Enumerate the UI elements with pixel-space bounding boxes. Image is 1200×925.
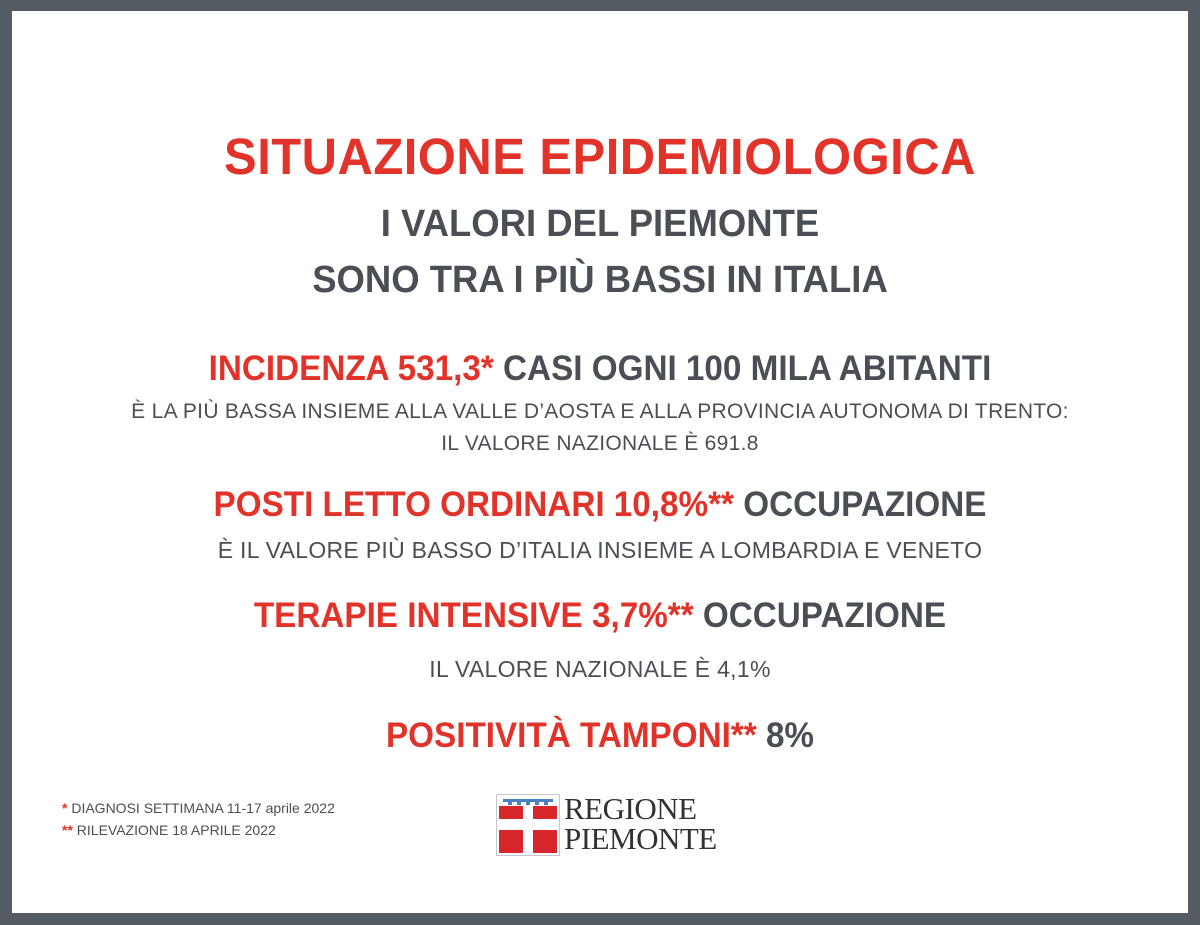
stat-terapie-headline bbox=[41, 596, 1158, 636]
stat-incidenza-suffix: CASI OGNI 100 MILA ABITANTI bbox=[493, 349, 992, 388]
regione-piemonte-logo bbox=[496, 791, 726, 864]
footnote-2-marker: ** bbox=[62, 822, 73, 838]
subtitle-line-2: SONO TRA I PIÙ BASSI IN ITALIA bbox=[312, 259, 888, 301]
footnote-2 bbox=[62, 819, 335, 841]
stat-posti-letto-headline bbox=[41, 485, 1158, 525]
stat-posti-letto-label: POSTI LETTO ORDINARI 10,8%** bbox=[213, 485, 734, 524]
stat-terapie-suffix: OCCUPAZIONE bbox=[693, 596, 947, 635]
footnote-2-text: RILEVAZIONE 18 APRILE 2022 bbox=[72, 822, 276, 838]
poster bbox=[12, 11, 1188, 913]
stat-posti-letto-suffix: OCCUPAZIONE bbox=[733, 485, 987, 524]
footnotes bbox=[62, 797, 335, 841]
footnote-1-marker: * bbox=[62, 800, 68, 816]
stat-positivita-headline bbox=[41, 716, 1158, 756]
stat-positivita-label: POSITIVITÀ TAMPONI** bbox=[385, 716, 757, 755]
footnote-1 bbox=[62, 797, 335, 819]
page-title: SITUAZIONE EPIDEMIOLOGICA bbox=[224, 128, 976, 185]
logo-line-1: REGIONE bbox=[564, 791, 697, 826]
stat-positivita-suffix: 8% bbox=[756, 716, 815, 755]
logo-wordmark bbox=[564, 791, 717, 856]
footnote-1-text: DIAGNOSI SETTIMANA 11-17 aprile 2022 bbox=[67, 800, 335, 816]
stat-terapie-label: TERAPIE INTENSIVE 3,7%** bbox=[253, 596, 694, 635]
stat-posti-letto-note: È IL VALORE PIÙ BASSO D’ITALIA INSIEME A LOMBARDIA E VENETO bbox=[217, 537, 983, 563]
stat-incidenza-headline bbox=[41, 349, 1158, 389]
stat-incidenza-note-1: È LA PIÙ BASSA INSIEME ALLA VALLE D’AOSTA E ALLA PROVINCIA AUTONOMA DI TRENTO: bbox=[131, 400, 1069, 423]
stat-incidenza-label: INCIDENZA 531,3* bbox=[208, 349, 494, 388]
stat-terapie-note: IL VALORE NAZIONALE È 4,1% bbox=[429, 656, 771, 682]
piemonte-crest-icon bbox=[496, 794, 560, 856]
subtitle-line-1: I VALORI DEL PIEMONTE bbox=[380, 203, 820, 245]
stat-incidenza-note-2: IL VALORE NAZIONALE È 691.8 bbox=[441, 432, 759, 455]
logo-line-2: PIEMONTE bbox=[564, 821, 717, 856]
